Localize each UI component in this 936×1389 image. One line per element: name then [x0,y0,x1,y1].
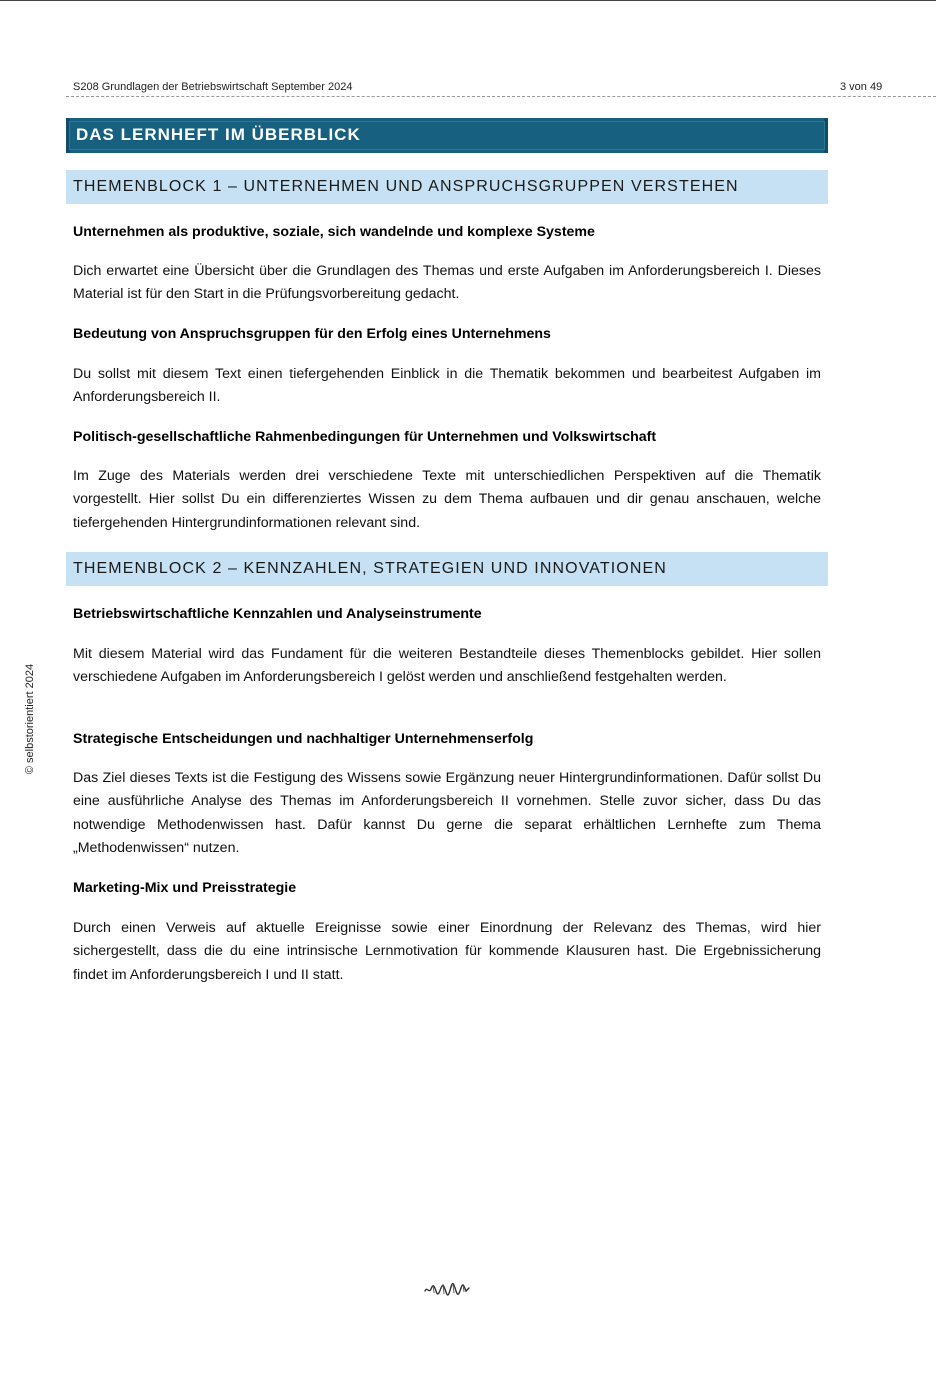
top-border-line [0,0,936,1]
side-copyright: © selbstorientiert 2024 [24,663,36,775]
footer-logo [424,1282,470,1301]
main-title: DAS LERNHEFT IM ÜBERBLICK [76,125,361,144]
block2-item2-heading: Strategische Entscheidungen und nachhaltiger Unternehmenserfolg [73,731,534,747]
block2-title: THEMENBLOCK 2 – KENNZAHLEN, STRATEGIEN UND INNOVATIONEN [73,560,667,577]
signature-logo-icon [424,1282,470,1296]
block2-title-bar [66,552,828,586]
main-title-bar [66,118,828,153]
block1-item2-text: Du sollst mit diesem Text einen tiefergehenden Einblick in die Thematik bekommen und bearbeitest Aufgaben im Anforderungsbereich II. [73,366,821,406]
block1-item1-text: Dich erwartet eine Übersicht über die Grundlagen des Themas und erste Aufgaben im Anforderungsbereich I. Dieses Material ist für den Start in die Prüfungsvorbereitung gedacht. [73,263,821,303]
block2-item1-heading: Betriebswirtschaftliche Kennzahlen und Analyseinstrumente [73,606,482,622]
block2-item2-text: Das Ziel dieses Texts ist die Festigung des Wissens sowie Ergänzung neuer Hintergrundinformationen. Dafür sollst Du eine ausführliche Analyse des Themas im Anforderungsbereich II vornehmen. Stelle zuvor sicher, dass Du das notwendige Methodenwissen hast. Dafür kannst Du gerne die separat erhältlichen Lernhefte zum Thema „Methodenwissen“ nutzen. [73,770,821,856]
block1-title: THEMENBLOCK 1 – UNTERNEHMEN UND ANSPRUCHSGRUPPEN VERSTEHEN [73,178,739,195]
block1-title-bar [66,170,828,204]
block2-item1-text: Mit diesem Material wird das Fundament für die weiteren Bestandteile dieses Themenblocks gebildet. Hier sollen verschiedene Aufgaben im Anforderungsbereich I gelöst werden und anschließend festgehalten werden. [73,646,821,686]
block1-item1-heading: Unternehmen als produktive, soziale, sich wandelnde und komplexe Systeme [73,224,595,240]
block1-item3-text: Im Zuge des Materials werden drei verschiedene Texte mit unterschiedlichen Perspektiven auf die Thematik vorgestellt. Hier sollst Du ein differenziertes Wissen zu dem Thema aufbauen und dir genau anschauen, welche tiefergehenden Hintergrundinformationen relevant sind. [73,468,821,531]
block2-item3-text: Durch einen Verweis auf aktuelle Ereignisse sowie einer Einordnung der Relevanz des Themas, wird hier sichergestellt, dass die du eine intrinsische Lernmotivation für kommende Klausuren hast. Die Ergebnissicherung findet im Anforderungsbereich I und II statt. [73,920,821,983]
running-header-title: S208 Grundlagen der Betriebswirtschaft September 2024 [73,81,353,93]
block2-item3-heading: Marketing-Mix und Preisstrategie [73,880,297,896]
block1-item3-heading: Politisch-gesellschaftliche Rahmenbedingungen für Unternehmen und Volkswirtschaft [73,429,657,445]
page-number: 3 von 49 [840,81,883,93]
header-divider [66,96,936,97]
block1-item2-heading: Bedeutung von Anspruchsgruppen für den Erfolg eines Unternehmens [73,326,551,342]
